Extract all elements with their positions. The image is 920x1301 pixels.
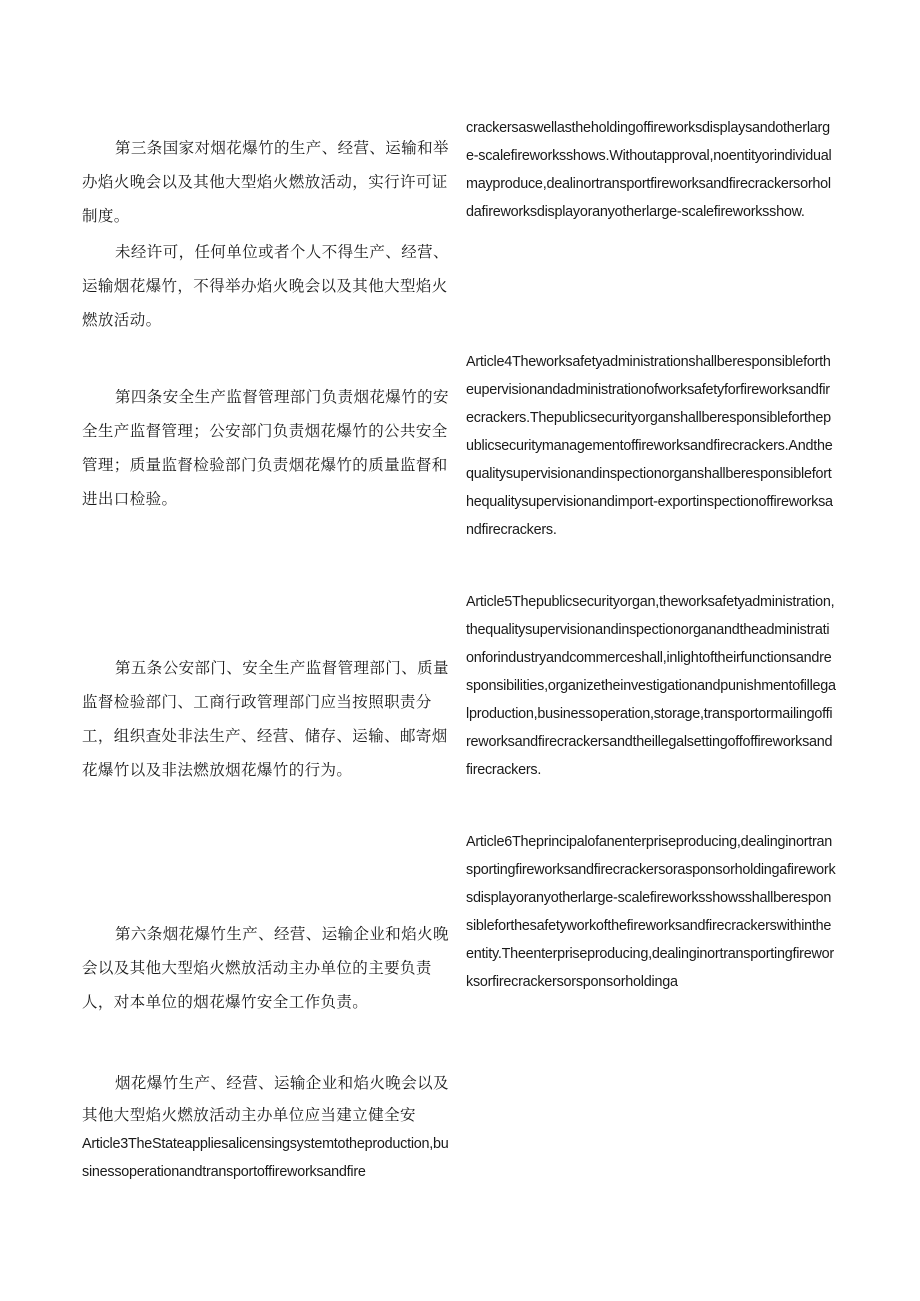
en-article-6: Article6Theprincipalofanenterpriseproducing,dealinginortransportingfireworksandfirecrackersorasponsorholdingafireworksdisplayoranyotherlarge-scalefireworksshowsshallberesponsibleforthesafetyworkofthefireworksandfirecrackerswithintheentity.Theenterpriseproducing,dealinginortransportingfireworksorfirecrackersorsponsorholdinga — [466, 834, 836, 990]
zh-article-5: 第五条公安部门、安全生产监督管理部门、质量监督检验部门、工商行政管理部门应当按照职责分工，组织查处非法生产、经营、储存、运输、邮寄烟花爆竹以及非法燃放烟花爆竹的行为。 — [82, 659, 449, 779]
zh-article-3: 第三条国家对烟花爆竹的生产、经营、运输和举办焰火晚会以及其他大型焰火燃放活动，实行许可证制度。 — [82, 139, 449, 225]
zh-article-6: 第六条烟花爆竹生产、经营、运输企业和焰火晚会以及其他大型焰火燃放活动主办单位的主要负责人，对本单位的烟花爆竹安全工作负责。 — [82, 925, 449, 1011]
zh-article-3-paragraph-2: 未经许可，任何单位或者个人不得生产、经营、运输烟花爆竹，不得举办焰火晚会以及其他大型焰火燃放活动。 — [82, 243, 449, 329]
en-article-3-start: Article3TheStateappliesalicensingsystemtotheproduction,businessoperationandtransportoffireworksandfire — [82, 1136, 449, 1180]
zh-article-4: 第四条安全生产监督管理部门负责烟花爆竹的安全生产监督管理；公安部门负责烟花爆竹的公共安全管理；质量监督检验部门负责烟花爆竹的质量监督和进出口检验。 — [82, 388, 449, 508]
en-article-3-continued: crackersaswellastheholdingoffireworksdisplaysandotherlarge-scalefireworksshows.Withoutapproval,noentityorindividualmayproduce,dealinortransportfireworksandfirecrackersorholdafireworksdisplayoranyotherlarge-scalefireworksshow. — [466, 120, 832, 220]
en-article-4: Article4Theworksafetyadministrationshallberesponsiblefortheupervisionandadministrationofworksafetyforfireworksandfirecrackers.Thepublicsecurityorganshallberesponsibleforthepublicsecuritymanagementoffireworksandfirecrackers.Andthequalitysupervisionandinspectionorganshallberesponsibleforthequalitysupervisionandimport-exportinspectionoffireworksandfirecrackers. — [466, 354, 833, 538]
en-article-5: Article5Thepublicsecurityorgan,theworksafetyadministration,thequalitysupervisionandinspectionorganandtheadministrationforindustryandcommerceshall,inlightoftheirfunctionsandresponsibilities,organizetheinvestigationandpunishmentofillegalproduction,businessoperation,storage,transportormailingoffireworksandfirecrackersandtheillegalsettingoffoffireworksandfirecrackers. — [466, 594, 836, 778]
zh-article-6-paragraph-2: 烟花爆竹生产、经营、运输企业和焰火晚会以及其他大型焰火燃放活动主办单位应当建立健全安 — [82, 1074, 449, 1124]
